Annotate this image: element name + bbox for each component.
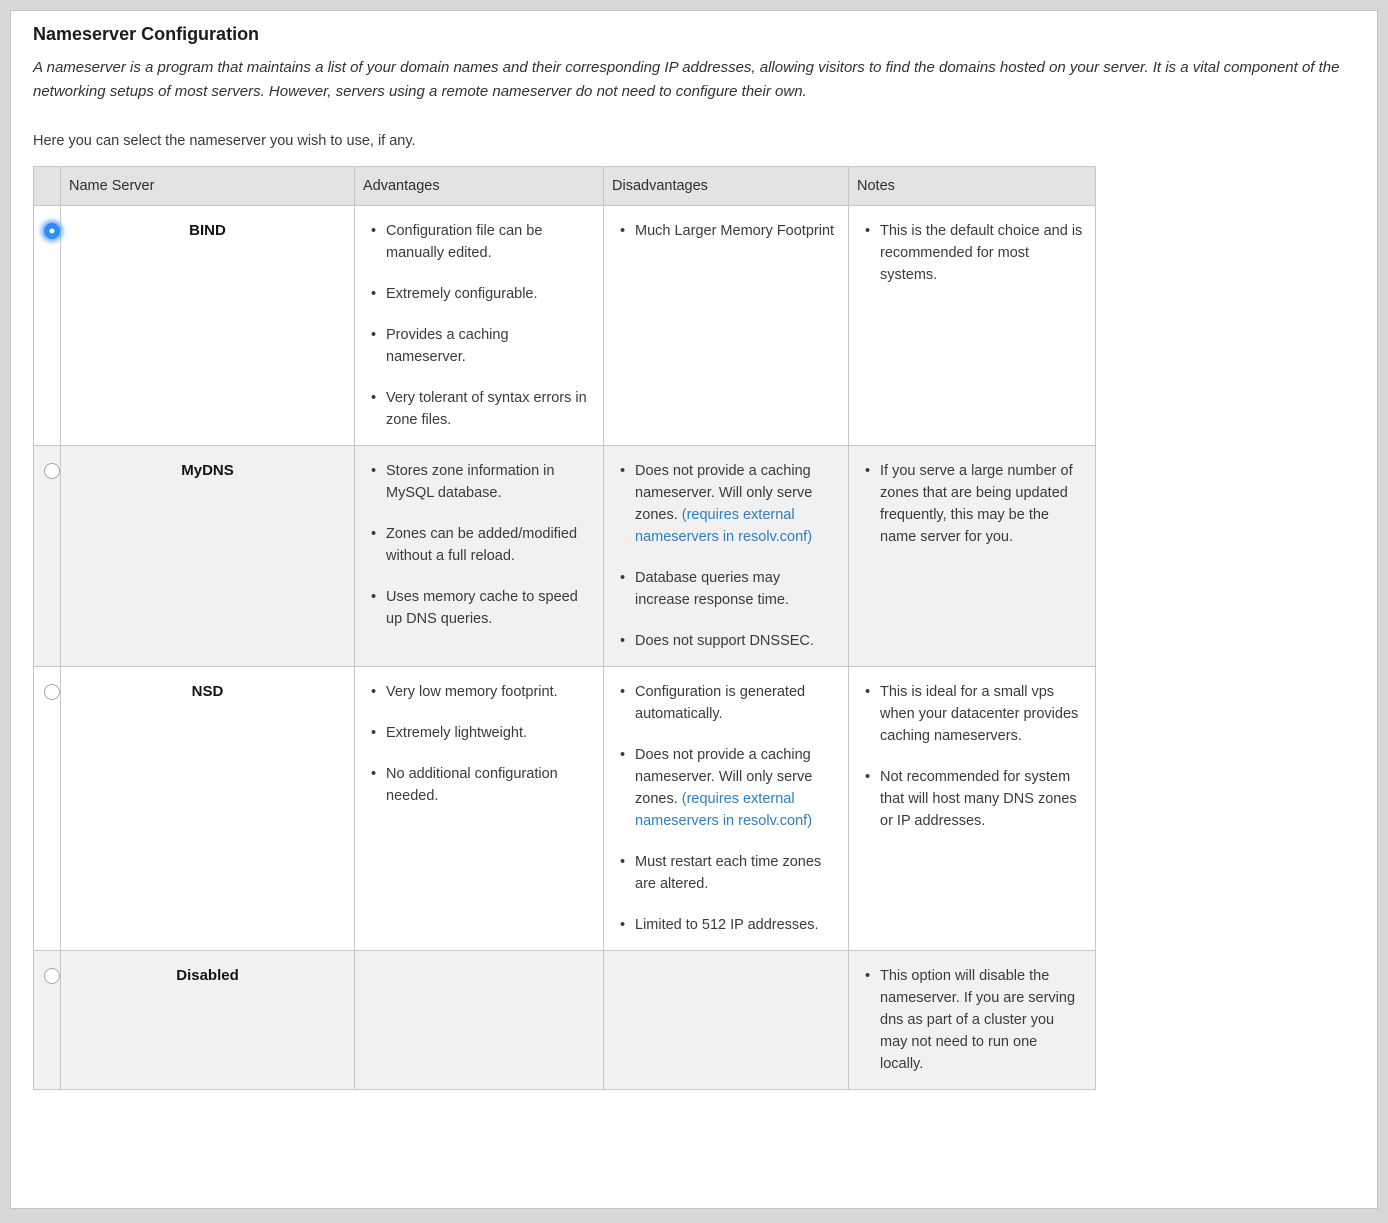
mydns-radio-button[interactable] xyxy=(44,463,60,479)
disabled-name-cell xyxy=(61,951,355,1090)
nameserver-name: BIND xyxy=(189,222,226,239)
bullet-item: • Very tolerant of syntax errors in zone files. xyxy=(371,387,591,431)
bind-disadvantages-cell xyxy=(604,206,849,446)
header-notes: Notes xyxy=(849,167,1096,206)
bullet-item: • Does not support DNSSEC. xyxy=(620,630,836,652)
page-title: Nameserver Configuration xyxy=(33,24,260,44)
nsd-radio-button[interactable] xyxy=(44,684,60,700)
mydns-name-cell xyxy=(61,446,355,667)
nsd-radio-cell[interactable] xyxy=(34,667,61,951)
table-row-disabled xyxy=(34,951,1096,1090)
header-advantages: Advantages xyxy=(355,167,604,206)
bullet-item: • Configuration is generated automatically. xyxy=(620,681,836,725)
bullet-item: • Must restart each time zones are altered. xyxy=(620,851,836,895)
bullet-item: • If you serve a large number of zones that are being updated frequently, this may be the name server for you. xyxy=(865,460,1083,548)
disabled-disadvantages-cell xyxy=(604,951,849,1090)
resolv-conf-link[interactable]: (requires external nameservers in resolv.conf) xyxy=(635,507,813,545)
bullet-item: • Extremely configurable. xyxy=(371,283,591,305)
disabled-radio-button[interactable] xyxy=(44,968,60,984)
bullet-item: • Does not provide a caching nameserver. Will only serve zones. (requires external nameservers in resolv.conf) xyxy=(620,460,836,548)
mydns-advantages-cell-list xyxy=(365,460,593,630)
nameserver-table xyxy=(33,166,1096,1090)
mydns-notes-cell xyxy=(849,446,1096,667)
bind-advantages-cell xyxy=(355,206,604,446)
table-row-mydns xyxy=(34,446,1096,667)
bullet-item: • Limited to 512 IP addresses. xyxy=(620,914,836,936)
bind-notes-cell xyxy=(849,206,1096,446)
bullet-item: • Very low memory footprint. xyxy=(371,681,591,703)
bullet-item: • This is ideal for a small vps when your datacenter provides caching nameservers. xyxy=(865,681,1083,747)
mydns-disadvantages-cell xyxy=(604,446,849,667)
mydns-disadvantages-cell-list xyxy=(614,460,838,652)
nameserver-table-body xyxy=(34,206,1096,1090)
header-name-server: Name Server xyxy=(61,167,355,206)
disabled-advantages-cell xyxy=(355,951,604,1090)
bind-name-cell xyxy=(61,206,355,446)
nameserver-name: MyDNS xyxy=(181,462,234,479)
bind-radio-button[interactable] xyxy=(44,223,60,239)
bullet-item: • Stores zone information in MySQL database. xyxy=(371,460,591,504)
select-instruction: Here you can select the nameserver you wish to use, if any. xyxy=(33,133,416,149)
bullet-item: • Much Larger Memory Footprint xyxy=(620,220,836,242)
table-row-nsd xyxy=(34,667,1096,951)
mydns-advantages-cell xyxy=(355,446,604,667)
nameserver-config-panel xyxy=(10,10,1378,1209)
bullet-item: • This is the default choice and is recommended for most systems. xyxy=(865,220,1083,286)
nsd-name-cell xyxy=(61,667,355,951)
bind-disadvantages-cell-list xyxy=(614,220,838,242)
bind-advantages-cell-list xyxy=(365,220,593,431)
disabled-notes-cell-list xyxy=(859,965,1085,1075)
table-row-bind xyxy=(34,206,1096,446)
bullet-item: • No additional configuration needed. xyxy=(371,763,591,807)
bind-notes-cell-list xyxy=(859,220,1085,286)
table-header-row xyxy=(34,167,1096,206)
intro-paragraph: A nameserver is a program that maintains a list of your domain names and their corresponding IP addresses, allowing visitors to find the domains hosted on your server. It is a vital component of the networking setups of most servers. However, servers using a remote nameserver do not need to configure their own. xyxy=(33,59,1340,100)
resolv-conf-link[interactable]: (requires external nameservers in resolv.conf) xyxy=(635,791,813,829)
nsd-notes-cell xyxy=(849,667,1096,951)
bullet-item: • Configuration file can be manually edited. xyxy=(371,220,591,264)
nameserver-name: NSD xyxy=(191,683,224,700)
nsd-disadvantages-cell-list xyxy=(614,681,838,936)
header-disadvantages: Disadvantages xyxy=(604,167,849,206)
nsd-disadvantages-cell xyxy=(604,667,849,951)
disabled-radio-cell[interactable] xyxy=(34,951,61,1090)
bullet-item: • Database queries may increase response time. xyxy=(620,567,836,611)
bind-radio-cell[interactable] xyxy=(34,206,61,446)
bullet-item: • This option will disable the nameserver. If you are serving dns as part of a cluster you may not need to run one locally. xyxy=(865,965,1083,1075)
nsd-advantages-cell xyxy=(355,667,604,951)
nsd-notes-cell-list xyxy=(859,681,1085,832)
mydns-notes-cell-list xyxy=(859,460,1085,548)
header-radio-column xyxy=(34,167,61,206)
nameserver-name: Disabled xyxy=(176,967,239,984)
bullet-item: • Zones can be added/modified without a full reload. xyxy=(371,523,591,567)
disabled-notes-cell xyxy=(849,951,1096,1090)
bullet-item: • Provides a caching nameserver. xyxy=(371,324,591,368)
nsd-advantages-cell-list xyxy=(365,681,593,807)
bullet-item: • Uses memory cache to speed up DNS queries. xyxy=(371,586,591,630)
bullet-item: • Extremely lightweight. xyxy=(371,722,591,744)
bullet-item: • Not recommended for system that will host many DNS zones or IP addresses. xyxy=(865,766,1083,832)
mydns-radio-cell[interactable] xyxy=(34,446,61,667)
bullet-item: • Does not provide a caching nameserver. Will only serve zones. (requires external nameservers in resolv.conf) xyxy=(620,744,836,832)
